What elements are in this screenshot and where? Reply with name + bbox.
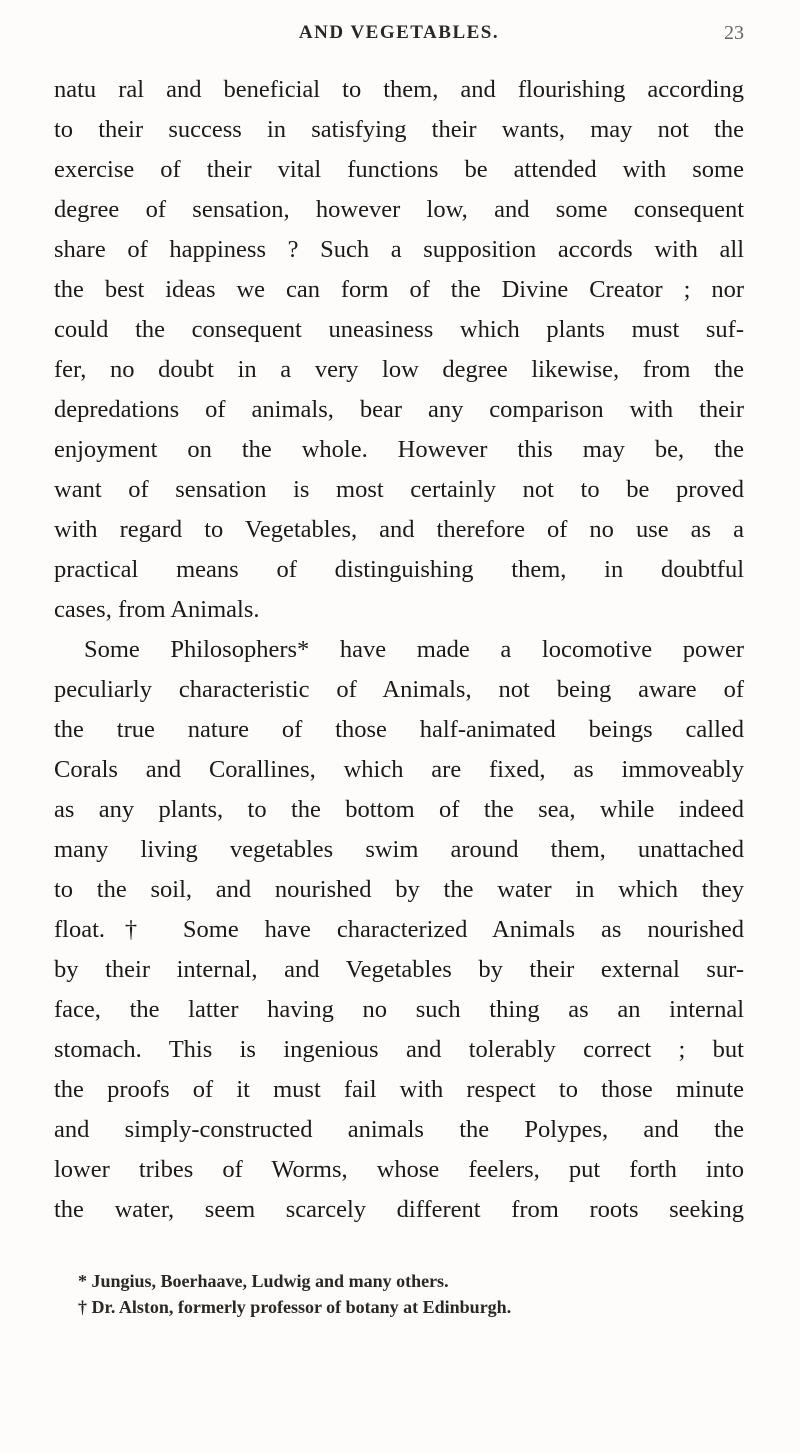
text-line: float.† Some have characterized Animals as nourished <box>54 916 744 943</box>
body-text <box>54 70 744 1230</box>
text-line: the water, seem scarcely different from roots seeking <box>54 1196 744 1223</box>
text-line: the proofs of it must fail with respect to those minute <box>54 1076 744 1103</box>
text-line: practical means of distinguishing them, in doubtful <box>54 556 744 583</box>
text-line: natu ral and beneficial to them, and flourishing according <box>54 76 744 103</box>
text-line: lower tribes of Worms, whose feelers, put forth into <box>54 1156 744 1183</box>
paragraph-end-line: cases, from Animals. <box>54 596 260 623</box>
text-line: the true nature of those half-animated beings called <box>54 716 744 743</box>
text-line: and simply-constructed animals the Polypes, and the <box>54 1116 744 1143</box>
running-head <box>54 22 744 52</box>
text-line: to their success in satisfying their wants, may not the <box>54 116 744 143</box>
running-title: AND VEGETABLES. <box>298 22 500 43</box>
text-line: degree of sensation, however low, and some consequent <box>54 196 744 223</box>
text-line: depredations of animals, bear any comparison with their <box>54 396 744 423</box>
footnote-dagger: † Dr. Alston, formerly professor of botany at Edinburgh. <box>78 1297 512 1317</box>
text-line: with regard to Vegetables, and therefore of no use as a <box>54 516 744 543</box>
text-line: share of happiness ? Such a supposition accords with all <box>54 236 744 263</box>
text-line: as any plants, to the bottom of the sea, while indeed <box>54 796 744 823</box>
text-line: exercise of their vital functions be attended with some <box>54 156 744 183</box>
text-line: peculiarly characteristic of Animals, not being aware of <box>54 676 744 703</box>
text-line: want of sensation is most certainly not to be proved <box>54 476 744 503</box>
text-line: many living vegetables swim around them, unattached <box>54 836 744 863</box>
text-line: enjoyment on the whole. However this may be, the <box>54 436 744 463</box>
text-line: by their internal, and Vegetables by their external sur- <box>54 956 744 983</box>
paragraph-start-line: Some Philosophers* have made a locomotive power <box>84 636 744 663</box>
text-line: the best ideas we can form of the Divine Creator ; nor <box>54 276 744 303</box>
text-line: fer, no doubt in a very low degree likewise, from the <box>54 356 744 383</box>
text-line: face, the latter having no such thing as an internal <box>54 996 744 1023</box>
text-line: could the consequent uneasiness which plants must suf- <box>54 316 744 343</box>
footnotes <box>54 1268 744 1320</box>
page-number: 23 <box>724 22 744 44</box>
text-line: to the soil, and nourished by the water in which they <box>54 876 744 903</box>
text-line: stomach. This is ingenious and tolerably correct ; but <box>54 1036 744 1063</box>
footnote-asterisk: * Jungius, Boerhaave, Ludwig and many others. <box>78 1271 449 1291</box>
text-line: Corals and Corallines, which are fixed, as immoveably <box>54 756 744 783</box>
